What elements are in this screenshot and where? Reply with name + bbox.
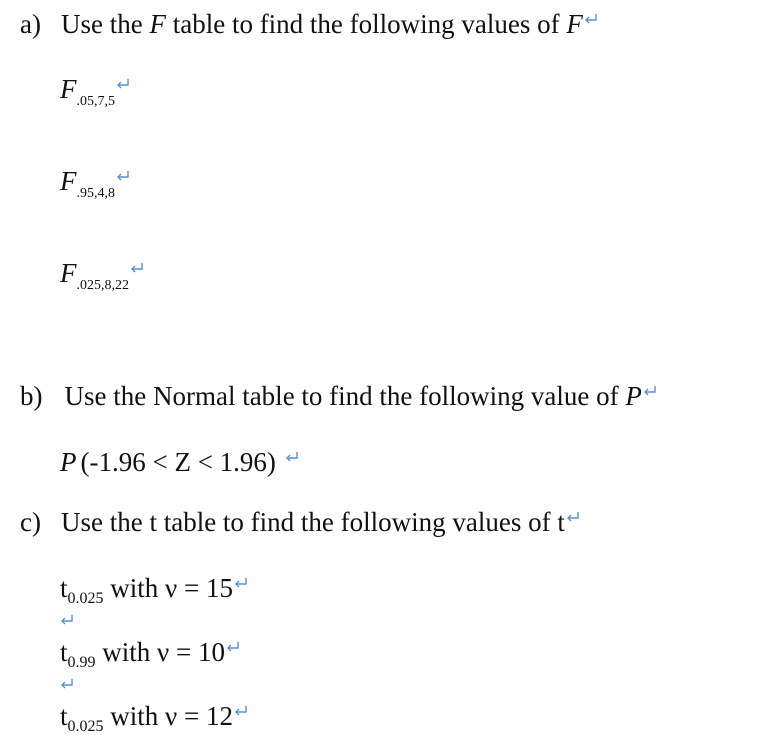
t-subscript: 0.99 <box>67 654 96 671</box>
t-value-item-2 <box>60 639 240 671</box>
return-arrow-icon <box>116 170 130 182</box>
t-rest: with ν = 10 <box>95 637 225 667</box>
part-c-label: c) <box>20 507 41 537</box>
f-subscript: .05,7,5 <box>76 94 115 109</box>
f-subscript: .95,4,8 <box>76 186 115 201</box>
t-rest: with ν = 12 <box>103 701 233 731</box>
f-value-item-1 <box>60 76 130 109</box>
part-a-mid: table to find the following values of <box>165 9 567 39</box>
probability-expression <box>60 449 299 476</box>
part-b-heading <box>20 383 657 410</box>
part-b-var: P <box>625 381 642 411</box>
f-value-item-2 <box>60 168 130 201</box>
t-value-item-3 <box>60 703 248 735</box>
t-rest: with ν = 15 <box>103 573 233 603</box>
part-a-heading <box>20 11 598 38</box>
return-arrow-icon <box>285 451 299 463</box>
return-arrow-icon <box>130 262 144 274</box>
f-var: F <box>60 74 77 104</box>
t-var: t <box>60 701 68 731</box>
part-b-prefix: Use the Normal table to find the following value of <box>64 381 626 411</box>
return-arrow-icon <box>226 641 240 653</box>
t-var: t <box>60 637 68 667</box>
part-a-var2: F <box>566 9 583 39</box>
f-value-item-3 <box>60 260 144 293</box>
return-arrow-icon <box>60 613 74 625</box>
t-var: t <box>60 573 68 603</box>
return-arrow-icon <box>234 577 248 589</box>
p-interval: (-1.96 < Z < 1.96) <box>80 447 276 477</box>
return-arrow-icon <box>643 385 657 397</box>
part-c-text: Use the t table to find the following values of t <box>60 507 565 537</box>
part-a-prefix: Use the <box>60 9 150 39</box>
f-subscript: .025,8,22 <box>76 278 129 293</box>
part-a-label: a) <box>20 9 41 39</box>
part-c-heading <box>20 509 580 536</box>
part-b-label: b) <box>20 381 43 411</box>
f-var: F <box>60 258 77 288</box>
return-arrow-icon <box>566 511 580 523</box>
t-subscript: 0.025 <box>67 590 104 607</box>
return-arrow-icon <box>116 78 130 90</box>
f-var: F <box>60 166 77 196</box>
t-value-item-1 <box>60 575 248 607</box>
return-arrow-icon <box>60 677 74 689</box>
t-subscript: 0.025 <box>67 718 104 735</box>
part-a-var: F <box>149 9 166 39</box>
p-var: P <box>60 447 77 477</box>
return-arrow-icon <box>234 705 248 717</box>
return-arrow-icon <box>584 13 598 25</box>
